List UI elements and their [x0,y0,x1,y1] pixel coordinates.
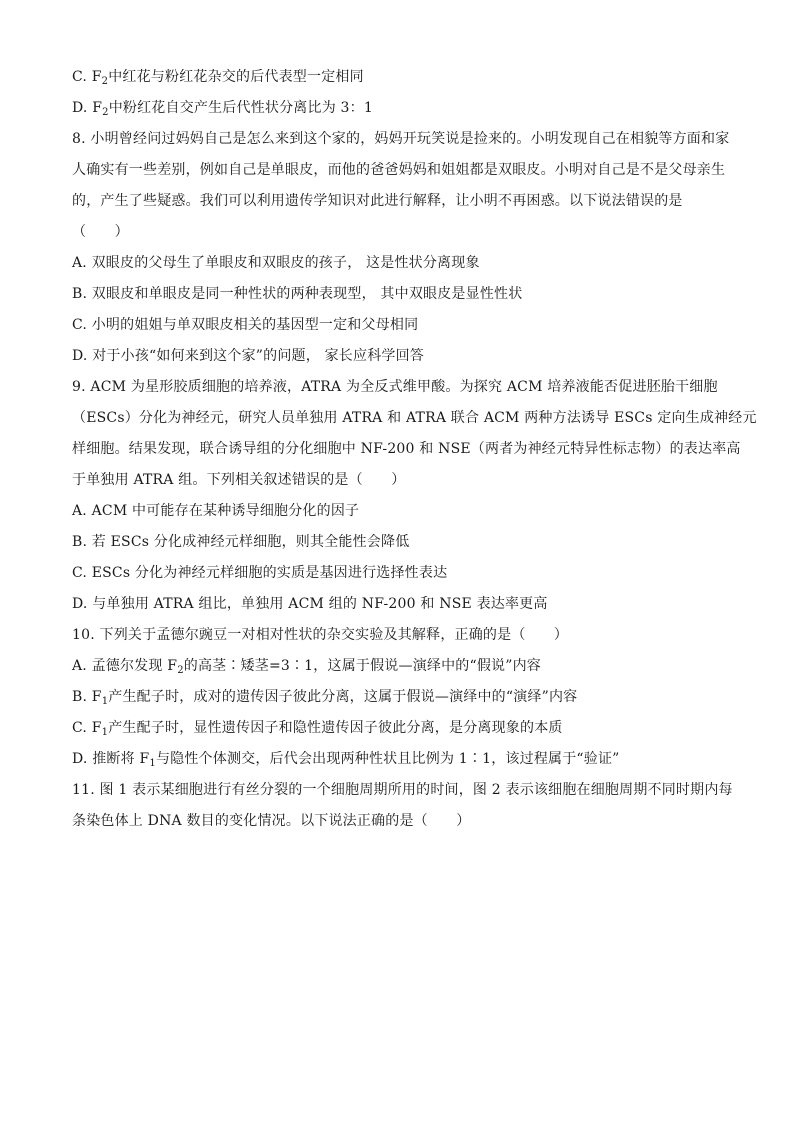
option-d-q9: D. 与单独用 ATRA 组比，单独用 ACM 组的 NF-200 和 NSE 表达率更高 [72,596,548,612]
question-9-stem-1: 9. ACM 为星形胶质细胞的培养液，ATRA 为全反式维甲酸。为探究 ACM 培养液能否促进胚胎干细胞 [72,379,718,395]
question-8-stem-2: 人确实有一些差别，例如自己是单眼皮，而他的爸爸妈妈和姐姐都是双眼皮。小明对自己是不是父母亲生 [72,162,726,178]
option-d-q7: D. $F_2$中粉红花自交产生后代性状分离比为 3：1 [72,100,373,118]
option-b-q10: B. $F_1$产生配子时，成对的遗传因子彼此分离，这属于假说—演绎中的“演绎”内容 [72,689,578,707]
option-d-q10: D. 推断将 $F_1$与隐性个体测交，后代会出现两种性状且比例为 1∶1，该过程属于“验证” [72,751,620,769]
option-c-q10: C. $F_1$产生配子时，显性遗传因子和隐性遗传因子彼此分离，是分离现象的本质 [72,720,563,738]
document-page [72,62,757,837]
option-b-q9: B. 若 ESCs 分化成神经元样细胞，则其全能性会降低 [72,534,410,550]
option-c-q8: C. 小明的姐姐与单双眼皮相关的基因型一定和父母相同 [72,317,419,333]
option-a-q10: A. 孟德尔发现 $F_2$的高茎∶矮茎=3∶1，这属于假说—演绎中的“假说”内容 [72,658,542,676]
option-c-q7: C. $F_2$中红花与粉红花杂交的后代表型一定相同 [72,69,364,87]
option-b-q8: B. 双眼皮和单眼皮是同一种性状的两种表现型， 其中双眼皮是显性性状 [72,286,523,302]
question-8-blank: （ ） [72,224,129,240]
option-c-q9: C. ESCs 分化为神经元样细胞的实质是基因进行选择性表达 [72,565,448,581]
question-9-stem-2: （ESCs）分化为神经元，研究人员单独用 ATRA 和 ATRA 联合 ACM 两种方法诱导 ESCs 定向生成神经元 [72,410,757,426]
question-8-stem-1: 8. 小明曾经问过妈妈自己是怎么来到这个家的，妈妈开玩笑说是捡来的。小明发现自己在相貌等方面和家 [72,131,730,147]
option-a-q9: A. ACM 中可能存在某种诱导细胞分化的因子 [72,503,360,519]
question-11-stem-2: 条染色体上 DNA 数目的变化情况。以下说法正确的是（ ） [72,813,471,829]
question-8-stem-3: 的，产生了些疑惑。我们可以利用遗传学知识对此进行解释，让小明不再困惑。以下说法错误的是 [72,193,683,209]
question-10-stem: 10. 下列关于孟德尔豌豆一对相对性状的杂交实验及其解释，正确的是（ ） [72,627,569,643]
option-d-q8: D. 对于小孩“如何来到这个家”的问题， 家长应科学回答 [72,348,424,364]
question-9-stem-4: 于单独用 ATRA 组。下列相关叙述错误的是（ ） [72,472,406,488]
question-11-stem-1: 11. 图 1 表示某细胞进行有丝分裂的一个细胞周期所用的时间，图 2 表示该细胞在细胞周期不同时期内每 [72,782,733,798]
option-a-q8: A. 双眼皮的父母生了单眼皮和双眼皮的孩子， 这是性状分离现象 [72,255,480,271]
question-9-stem-3: 样细胞。结果发现，联合诱导组的分化细胞中 NF-200 和 NSE（两者为神经元特异性标志物）的表达率高 [72,441,741,457]
